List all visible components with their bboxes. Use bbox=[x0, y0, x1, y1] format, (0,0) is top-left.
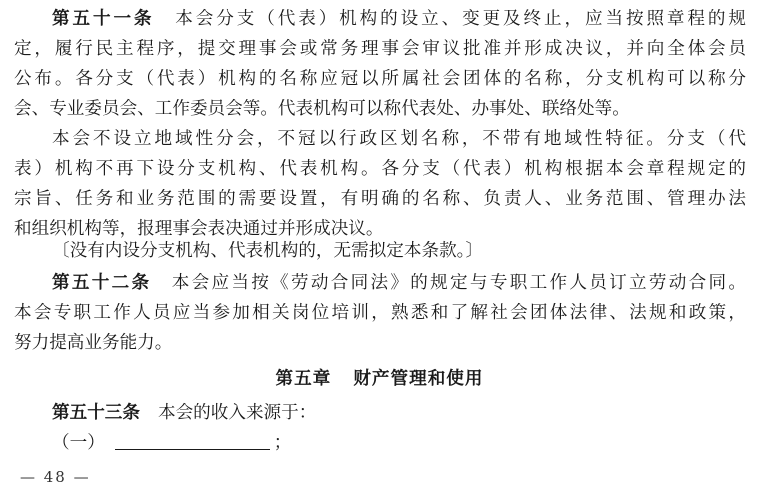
article-53-line-1 bbox=[52, 398, 746, 428]
article-51-para2-line-2: 表）机构不再下设分支机构、代表机构。各分支（代表）机构根据本会章程规定的 bbox=[14, 159, 746, 179]
article-51-para2-line-4: 和组织机构等，报理事会表决通过并形成决议。 bbox=[14, 219, 384, 239]
article-52-line-3: 努力提高业务能力。 bbox=[14, 333, 173, 353]
article-52-heading: 第五十二条 bbox=[52, 273, 152, 293]
article-51-note: 〔没有内设分支机构、代表机构的，无需拟定本条款。〕 bbox=[52, 241, 484, 261]
article-51-line-2: 定，履行民主程序，提交理事会或常务理事会审议批准并形成决议，并向全体会员 bbox=[14, 39, 746, 59]
article-52-line-1 bbox=[52, 268, 746, 298]
article-51-line-3: 公布。各分支（代表）机构的名称应冠以所属社会团体的名称，分支机构可以称分 bbox=[14, 69, 746, 89]
article-52-line-2: 本会专职工作人员应当参加相关岗位培训，熟悉和了解社会团体法律、法规和政策， bbox=[14, 303, 746, 323]
page-number: — 48 — bbox=[20, 468, 91, 486]
item-1-label: （一） bbox=[52, 433, 105, 453]
article-53-item-1 bbox=[52, 428, 746, 458]
fill-in-blank bbox=[115, 431, 270, 450]
article-53-text: 本会的收入来源于： bbox=[157, 403, 317, 423]
chapter-heading bbox=[0, 364, 759, 394]
article-51-line-4: 会、专业委员会、工作委员会等。代表机构可以称代表处、办事处、联络处等。 bbox=[14, 99, 630, 119]
chapter-title: 财产管理和使用 bbox=[353, 369, 484, 389]
item-1-end: ； bbox=[273, 433, 292, 453]
article-51-line-1 bbox=[52, 4, 746, 34]
article-53-heading: 第五十三条 bbox=[52, 403, 140, 423]
article-51-para2-line-3: 宗旨、任务和业务范围的需要设置，有明确的名称、负责人、业务范围、管理办法 bbox=[14, 189, 746, 209]
article-51-para2-line-1: 本会不设立地域性分会，不冠以行政区划名称，不带有地域性特征。分支（代 bbox=[52, 129, 746, 149]
article-51-text-1: 本会分支（代表）机构的设立、变更及终止，应当按照章程的规 bbox=[172, 9, 746, 29]
article-51-heading: 第五十一条 bbox=[52, 9, 155, 29]
article-52-text-1: 本会应当按《劳动合同法》的规定与专职工作人员订立劳动合同。 bbox=[169, 273, 746, 293]
chapter-number: 第五章 bbox=[275, 369, 332, 389]
